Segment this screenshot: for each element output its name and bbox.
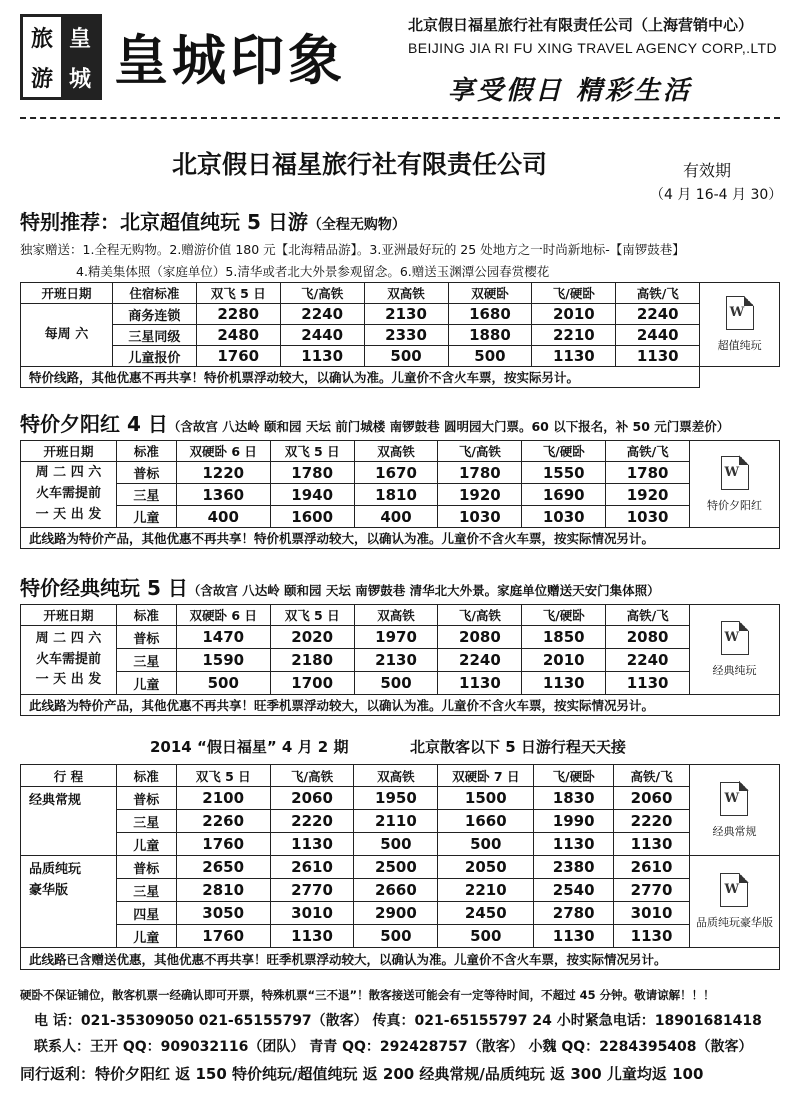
price-cell: 1780 — [438, 462, 522, 484]
row-label: 四星 — [116, 902, 176, 925]
column-header: 双高铁 — [354, 441, 438, 462]
price-cell: 2780 — [534, 902, 614, 925]
column-header: 双硬卧 7 日 — [438, 765, 534, 787]
column-header: 双飞 5 日 — [176, 765, 270, 787]
price-cell: 2060 — [614, 787, 690, 810]
column-header: 行 程 — [21, 765, 117, 787]
validity-label: 有效期 — [683, 161, 732, 180]
price-cell: 2610 — [614, 856, 690, 879]
logo-char: 皇 — [61, 17, 99, 57]
price-cell: 2220 — [270, 810, 354, 833]
price-cell: 2540 — [534, 879, 614, 902]
route-group-label: 经典常规 — [21, 787, 117, 856]
row-label: 三星同级 — [112, 325, 196, 346]
price-cell: 2010 — [532, 304, 616, 325]
price-cell: 2080 — [606, 626, 690, 649]
attachment-caption: 品质纯玩豪华版 — [695, 916, 773, 929]
logo-seal — [20, 14, 102, 100]
route-group-line: 品质纯玩 — [29, 862, 82, 877]
price-cell: 2440 — [616, 325, 700, 346]
price-cell: 2060 — [270, 787, 354, 810]
price-cell: 2500 — [354, 856, 438, 879]
price-cell: 1130 — [534, 833, 614, 856]
price-cell: 1660 — [438, 810, 534, 833]
price-cell: 2180 — [270, 649, 354, 672]
price-cell: 1990 — [534, 810, 614, 833]
column-header: 双高铁 — [364, 283, 448, 304]
price-cell: 2900 — [354, 902, 438, 925]
price-cell: 2130 — [364, 304, 448, 325]
price-cell: 2010 — [522, 649, 606, 672]
attachment-caption: 经典常规 — [712, 824, 757, 838]
column-header: 飞/硬卧 — [534, 765, 614, 787]
price-cell: 1500 — [438, 787, 534, 810]
price-cell: 1030 — [606, 506, 690, 528]
price-cell: 2770 — [270, 879, 354, 902]
section-subtitle: （含故宫 八达岭 颐和园 天坛 南锣鼓巷 清华北大外景。家庭单位赠送天安门集体照） — [187, 583, 660, 598]
row-label: 儿童 — [116, 925, 176, 948]
price-cell: 3010 — [270, 902, 354, 925]
price-cell: 2770 — [614, 879, 690, 902]
column-header: 双飞 5 日 — [270, 441, 354, 462]
attachment-cell[interactable] — [689, 856, 779, 948]
price-cell: 2210 — [532, 325, 616, 346]
row-label: 三星 — [116, 810, 176, 833]
price-cell: 1220 — [176, 462, 270, 484]
price-cell: 2130 — [354, 649, 438, 672]
price-cell: 2050 — [438, 856, 534, 879]
row-label: 普标 — [116, 462, 176, 484]
price-table-sunset-tour — [20, 440, 780, 549]
price-cell: 1030 — [438, 506, 522, 528]
price-cell: 1130 — [270, 925, 354, 948]
price-cell: 2020 — [270, 626, 354, 649]
column-header: 住宿标准 — [112, 283, 196, 304]
price-cell: 2210 — [438, 879, 534, 902]
price-cell: 1130 — [614, 925, 690, 948]
price-cell: 2610 — [270, 856, 354, 879]
price-cell: 500 — [354, 833, 438, 856]
section-title-text: 特别推荐：北京超值纯玩 5 日游 — [20, 210, 308, 234]
price-cell: 1130 — [522, 672, 606, 695]
row-label: 三星 — [116, 649, 176, 672]
price-cell: 2380 — [534, 856, 614, 879]
price-cell: 500 — [448, 346, 532, 367]
price-cell: 1590 — [176, 649, 270, 672]
attachment-cell[interactable] — [690, 441, 780, 528]
price-cell: 2080 — [438, 626, 522, 649]
column-header: 双飞 5 日 — [270, 605, 354, 626]
price-cell: 2110 — [354, 810, 438, 833]
word-document-icon[interactable]: W — [726, 296, 754, 330]
page-title: 北京假日福星旅行社有限责任公司 — [172, 150, 548, 179]
word-document-icon[interactable]: W — [720, 873, 748, 907]
price-cell: 1030 — [522, 506, 606, 528]
column-header: 开班日期 — [21, 441, 117, 462]
price-cell: 1920 — [606, 484, 690, 506]
section-subtitle: （全程无购物） — [307, 217, 406, 233]
price-cell: 1130 — [532, 346, 616, 367]
price-cell: 1680 — [448, 304, 532, 325]
company-name-cn: 北京假日福星旅行社有限责任公司（上海营销中心） — [408, 16, 754, 34]
route-group-line: 豪华版 — [29, 882, 69, 898]
price-cell: 500 — [176, 672, 270, 695]
departure-date-line: 周 二 四 六 — [35, 630, 102, 646]
word-document-icon[interactable]: W — [721, 621, 749, 655]
price-cell: 2810 — [176, 879, 270, 902]
price-cell: 400 — [176, 506, 270, 528]
price-cell: 1950 — [354, 787, 438, 810]
price-cell: 2330 — [364, 325, 448, 346]
price-cell: 1850 — [522, 626, 606, 649]
gift-intro-line: 4.精美集体照（家庭单位）5.清华或者北大外景参观留念。6.赠送玉渊潭公园春赏樱花 — [76, 264, 550, 279]
attachment-cell[interactable] — [690, 605, 780, 695]
departure-date-line: 周 二 四 六 — [35, 465, 102, 481]
price-cell: 1690 — [522, 484, 606, 506]
price-cell: 2480 — [196, 325, 280, 346]
price-cell: 2440 — [280, 325, 364, 346]
column-header: 标准 — [116, 765, 176, 787]
price-cell: 1470 — [176, 626, 270, 649]
price-cell: 2240 — [438, 649, 522, 672]
attachment-caption: 经典纯玩 — [712, 664, 757, 677]
section-title-sunset-tour — [20, 408, 729, 437]
column-header: 高铁/飞 — [616, 283, 700, 304]
logo-char: 旅 — [30, 25, 53, 52]
price-cell: 3010 — [614, 902, 690, 925]
attachment-cell[interactable] — [689, 765, 779, 856]
price-cell: 500 — [438, 925, 534, 948]
rebate-line: 同行返利：特价夕阳红 返 150 特价纯玩/超值纯玩 返 200 经典常规/品质纯玩 返 300 儿童均返 100 — [20, 1065, 704, 1083]
phone-line: 电 话：021-35309050 021-65155797（散客） 传真：021-65155797 24 小时紧急电话：18901681418 — [34, 1013, 762, 1029]
brand-name: 皇城印象 — [114, 28, 346, 92]
header-divider — [20, 117, 780, 119]
logo-char: 游 — [30, 65, 53, 92]
price-cell: 500 — [354, 672, 438, 695]
price-cell: 1780 — [270, 462, 354, 484]
route-group-label — [21, 856, 117, 948]
price-cell: 1920 — [438, 484, 522, 506]
departure-date-line: 一 天 出 发 — [35, 672, 102, 688]
column-header: 标准 — [116, 441, 176, 462]
column-header: 高铁/飞 — [606, 605, 690, 626]
table-note: 特价线路，其他优惠不再共享！特价机票浮动较大，以确认为准。儿童价不含火车票，按实际另计。 — [21, 367, 700, 388]
attachment-caption: 特价夕阳红 — [707, 498, 763, 512]
section-title-classic-tour — [20, 572, 660, 601]
slogan: 享受假日 精彩生活 — [448, 76, 693, 106]
column-header: 双硬卧 6 日 — [176, 441, 270, 462]
price-cell: 500 — [354, 925, 438, 948]
attachment-cell[interactable] — [700, 283, 780, 367]
price-cell: 1780 — [606, 462, 690, 484]
price-cell: 1360 — [176, 484, 270, 506]
company-name-en: BEIJING JIA RI FU XING TRAVEL AGENCY CORP,.LTD — [408, 40, 778, 56]
row-label: 儿童 — [116, 672, 176, 695]
section-title-value-tour — [20, 206, 406, 235]
column-header: 飞/硬卧 — [522, 605, 606, 626]
row-label: 商务连锁 — [112, 304, 196, 325]
price-cell: 1670 — [354, 462, 438, 484]
logo-char: 城 — [61, 57, 99, 97]
row-label: 三星 — [116, 484, 176, 506]
price-cell: 2280 — [196, 304, 280, 325]
row-label: 普标 — [116, 856, 176, 879]
price-cell: 2240 — [606, 649, 690, 672]
row-label: 儿童报价 — [112, 346, 196, 367]
price-cell: 3050 — [176, 902, 270, 925]
column-header: 飞/硬卧 — [532, 283, 616, 304]
column-header: 双硬卧 6 日 — [176, 605, 270, 626]
price-cell: 400 — [354, 506, 438, 528]
column-header: 飞/高铁 — [438, 441, 522, 462]
price-cell: 1760 — [196, 346, 280, 367]
price-cell: 2450 — [438, 902, 534, 925]
column-header: 高铁/飞 — [614, 765, 690, 787]
word-document-icon[interactable]: W — [721, 456, 749, 490]
departure-date: 每周 六 — [21, 304, 113, 367]
row-label: 儿童 — [116, 506, 176, 528]
price-table-daily-tours — [20, 764, 780, 970]
disclaimer: 硬卧不保证铺位，散客机票一经确认即可开票，特殊机票“三不退”！散客接送可能会有一定等待时间，不超过 45 分钟。敬请谅解！！！ — [20, 988, 715, 1002]
price-cell: 1970 — [354, 626, 438, 649]
price-cell: 1130 — [606, 672, 690, 695]
price-cell: 2100 — [176, 787, 270, 810]
column-header: 开班日期 — [21, 283, 113, 304]
row-label: 三星 — [116, 879, 176, 902]
price-cell: 1880 — [448, 325, 532, 346]
table-note: 此线路为特价产品，其他优惠不再共享！旺季机票浮动较大，以确认为准。儿童价不含火车票，按实际情况另计。 — [21, 695, 780, 716]
price-cell: 500 — [438, 833, 534, 856]
price-cell: 2240 — [616, 304, 700, 325]
column-header: 高铁/飞 — [606, 441, 690, 462]
column-header: 双硬卧 — [448, 283, 532, 304]
price-cell: 1810 — [354, 484, 438, 506]
price-cell: 1130 — [438, 672, 522, 695]
column-header: 双飞 5 日 — [196, 283, 280, 304]
section-subtitle: （含故宫 八达岭 颐和园 天坛 前门城楼 南锣鼓巷 圆明园大门票。60 以下报名，补 50 元门票差价） — [167, 419, 730, 434]
departure-date-line: 火车需提前 — [35, 486, 101, 502]
price-cell: 1600 — [270, 506, 354, 528]
price-cell: 1130 — [270, 833, 354, 856]
price-cell: 1130 — [280, 346, 364, 367]
price-cell: 1760 — [176, 925, 270, 948]
departure-date-line: 火车需提前 — [35, 651, 101, 667]
column-header: 飞/高铁 — [270, 765, 354, 787]
price-cell: 1830 — [534, 787, 614, 810]
contact-line: 联系人：王开 QQ：909032116（团队） 青青 QQ：292428757（散客） 小魏 QQ：2284395408（散客） — [34, 1039, 753, 1055]
issue-number: 2014 “假日福星” 4 月 2 期 — [150, 738, 349, 756]
price-cell: 1130 — [616, 346, 700, 367]
column-header: 双高铁 — [354, 765, 438, 787]
price-cell: 1550 — [522, 462, 606, 484]
price-table-value-tour — [20, 282, 780, 388]
column-header: 飞/硬卧 — [522, 441, 606, 462]
row-label: 儿童 — [116, 833, 176, 856]
price-cell: 1700 — [270, 672, 354, 695]
price-cell: 2260 — [176, 810, 270, 833]
price-cell: 1760 — [176, 833, 270, 856]
section-title-text: 特价经典纯玩 5 日 — [20, 576, 188, 600]
word-document-icon[interactable]: W — [720, 782, 748, 816]
row-label: 普标 — [116, 787, 176, 810]
price-cell: 1130 — [614, 833, 690, 856]
price-cell: 2660 — [354, 879, 438, 902]
column-header: 标准 — [116, 605, 176, 626]
price-cell: 1130 — [534, 925, 614, 948]
departure-date — [21, 462, 117, 528]
price-cell: 1940 — [270, 484, 354, 506]
column-header: 双高铁 — [354, 605, 438, 626]
price-cell: 2220 — [614, 810, 690, 833]
price-table-classic-tour — [20, 604, 780, 716]
price-cell: 2650 — [176, 856, 270, 879]
issue-tagline: 北京散客以下 5 日游行程天天接 — [410, 738, 626, 756]
departure-date — [21, 626, 117, 695]
row-label: 普标 — [116, 626, 176, 649]
departure-date-line: 一 天 出 发 — [35, 506, 102, 522]
section-title-text: 特价夕阳红 4 日 — [20, 412, 168, 436]
column-header: 飞/高铁 — [280, 283, 364, 304]
price-cell: 500 — [364, 346, 448, 367]
validity-range: （4 月 16-4 月 30） — [650, 187, 783, 203]
gift-intro-line: 独家赠送：1.全程无购物。2.赠游价值 180 元【北海精品游】。3.亚洲最好玩的 25 处地方之一时尚新地标-【南锣鼓巷】 — [20, 242, 685, 257]
column-header: 开班日期 — [21, 605, 117, 626]
table-note: 此线路已含赠送优惠，其他优惠不再共享！旺季机票浮动较大，以确认为准。儿童价不含火车票，按实际情况另计。 — [21, 948, 780, 970]
price-cell: 2240 — [280, 304, 364, 325]
column-header: 飞/高铁 — [438, 605, 522, 626]
table-note: 此线路为特价产品，其他优惠不再共享！特价机票浮动较大，以确认为准。儿童价不含火车票，按实际情况另计。 — [21, 528, 780, 549]
attachment-caption: 超值纯玩 — [717, 339, 762, 352]
